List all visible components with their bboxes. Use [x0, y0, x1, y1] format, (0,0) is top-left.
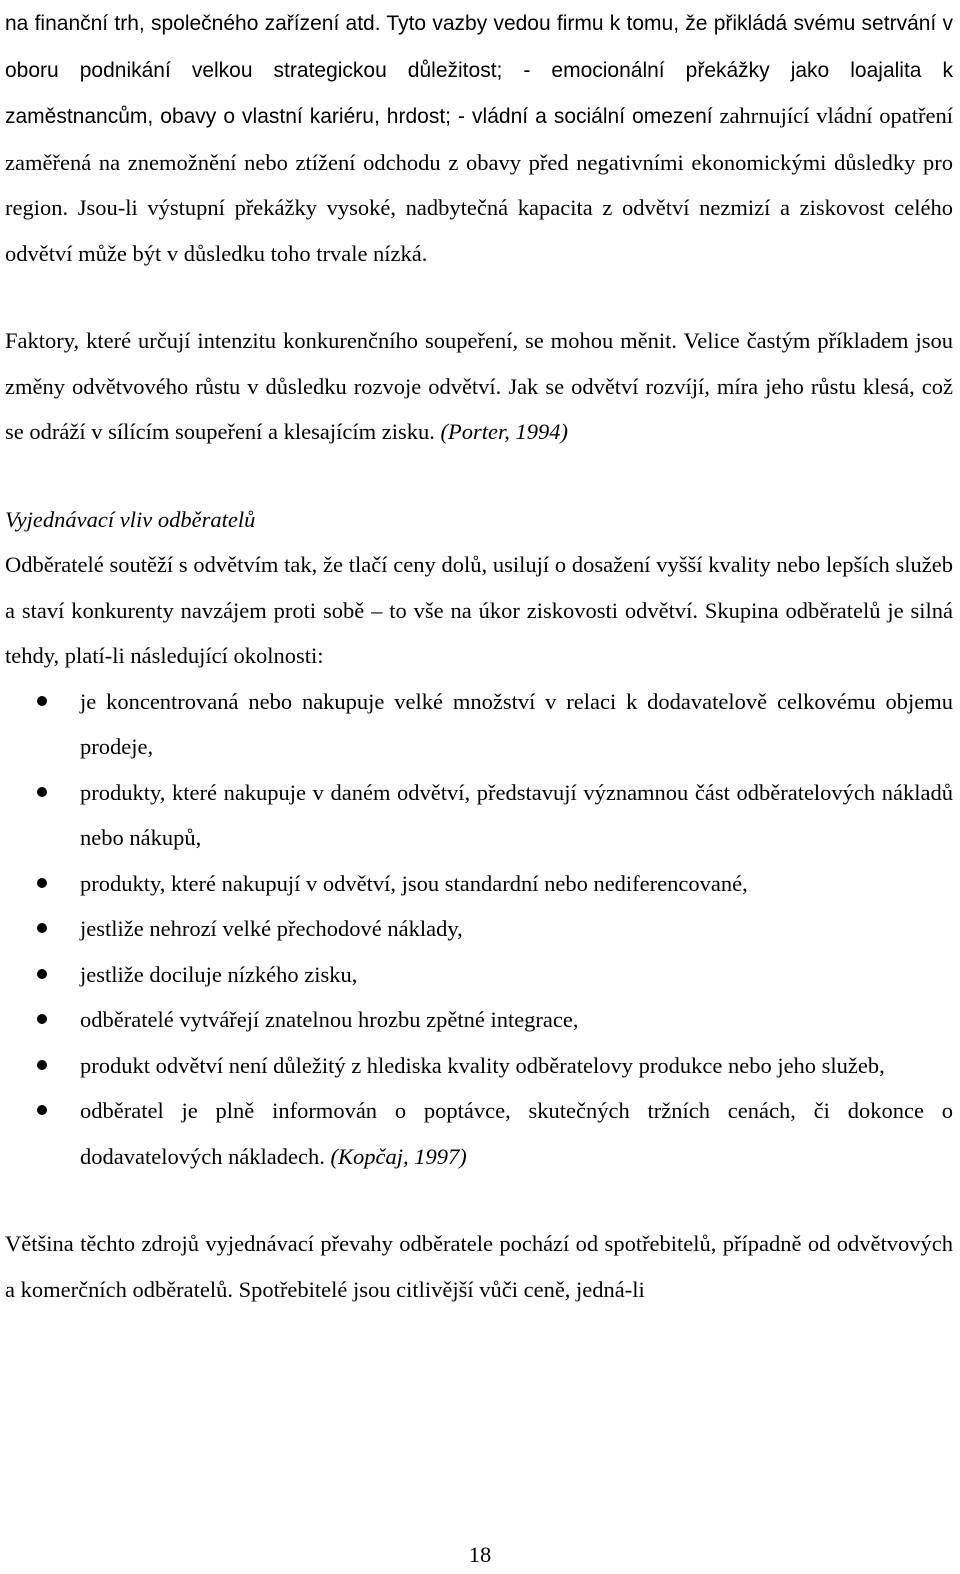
bullet-icon: [37, 1060, 47, 1070]
bullet-list: [5, 679, 953, 1180]
paragraph-text: zahrnující vládní opatření zaměřená na znemožnění nebo ztížení odchodu z obavy před negativními ekonomickými důsledky pro region. Jsou-li výstupní překážky vysoké, nadbytečná kapacita z odvětví nezmizí a ziskovost celého odvětví může být v důsledku toho trvale nízká.: [5, 103, 954, 266]
list-item: produkty, které nakupují v odvětví, jsou standardní nebo nediferencované,: [5, 861, 953, 907]
paragraph-gap: [5, 1179, 953, 1221]
paragraph-buyer-sources: Většina těchto zdrojů vyjednávací převahy odběratele pochází od spotřebitelů, případně od odvětvových a komerčních odběratelů. Spotřebitelé jsou citlivější vůči ceně, jedná-li: [5, 1231, 953, 1302]
bullet-icon: [37, 923, 47, 933]
paragraph-exit-barriers: [5, 0, 953, 276]
bullet-icon: [37, 696, 47, 706]
paragraph-gap: [5, 455, 953, 497]
list-item: odběratelé vytvářejí znatelnou hrozbu zpětné integrace,: [5, 997, 953, 1043]
list-item: jestliže dociluje nízkého zisku,: [5, 952, 953, 998]
list-item: odběratel je plně informován o poptávce, skutečných tržních cenách, či dokonce o dodavatelových nákladech. (Kopčaj, 1997): [5, 1088, 953, 1179]
paragraph-competition-factors: [5, 318, 953, 455]
citation-kopcaj: (Kopčaj, 1997): [330, 1143, 467, 1169]
list-item: produkty, které nakupuje v daném odvětví, představují významnou část odběratelových nákladů nebo nákupů,: [5, 770, 953, 861]
bullet-icon: [37, 878, 47, 888]
section-heading: Vyjednávací vliv odběratelů: [5, 506, 256, 532]
bullet-icon: [37, 969, 47, 979]
bullet-icon: [37, 1105, 47, 1115]
document-page: [5, 0, 953, 1312]
paragraph-gap: [5, 276, 953, 318]
list-item: produkt odvětví není důležitý z hlediska kvality odběratelovy produkce nebo jeho služeb,: [5, 1043, 953, 1089]
paragraph-lead-text: na finanční trh, společného zařízení atd. Tyto vazby vedou firmu k tomu, že přikládá svému setrvání v oboru podnikání velkou strategickou důležitost; - emocionální překážky jako loajalita k zaměstnancům, obavy o vlastní kariéru, hrdost; - vládní a sociální omezení: [5, 12, 953, 128]
list-item: jestliže nehrozí velké přechodové náklady,: [5, 906, 953, 952]
paragraph-text: Faktory, které určují intenzitu konkurenčního soupeření, se mohou měnit. Velice častým příkladem jsou změny odvětvového růstu v důsledku rozvoje odvětví. Jak se odvětví rozvíjí, míra jeho růstu klesá, což se odráží v sílícím soupeření a klesajícím zisku.: [5, 328, 953, 444]
list-item: je koncentrovaná nebo nakupuje velké množství v relaci k dodavatelově celkovému objemu prodeje,: [5, 679, 953, 770]
paragraph-buyers-intro: Odběratelé soutěží s odvětvím tak, že tlačí ceny dolů, usilují o dosažení vyšší kvality nebo lepších služeb a staví konkurenty navzájem proti sobě – to vše na úkor ziskovosti odvětví. Skupina odběratelů je silná tehdy, platí-li následující okolnosti:: [5, 552, 953, 668]
bullet-icon: [37, 1014, 47, 1024]
bullet-icon: [37, 787, 47, 797]
citation-porter: (Porter, 1994): [440, 419, 569, 444]
page-number: 18: [468, 1542, 492, 1567]
